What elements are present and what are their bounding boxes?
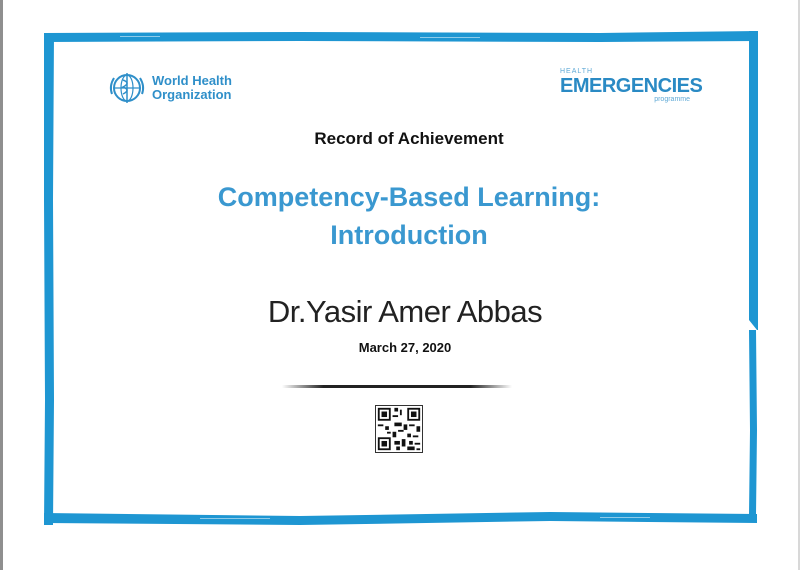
who-emblem-icon [107, 68, 147, 108]
he-logo-sub-text: programme [654, 96, 690, 103]
signature-divider [282, 385, 512, 388]
course-title-line2: Introduction [330, 220, 488, 250]
he-logo-main-text: EMERGENCIES [560, 75, 703, 97]
record-title: Record of Achievement [314, 129, 504, 148]
who-wordmark [152, 74, 232, 102]
who-text-line1: World Health [152, 73, 232, 88]
course-title [0, 178, 800, 254]
qr-code-icon[interactable] [375, 405, 423, 453]
recipient-name: Dr.Yasir Amer Abbas [267, 294, 543, 329]
who-text-line2: Organization [152, 87, 232, 102]
issue-date: March 27, 2020 [358, 340, 452, 355]
health-emergencies-logo [560, 68, 703, 104]
who-logo [107, 68, 232, 108]
course-title-line1: Competency-Based Learning: [217, 182, 601, 212]
he-logo-small-text: HEALTH [560, 68, 594, 75]
